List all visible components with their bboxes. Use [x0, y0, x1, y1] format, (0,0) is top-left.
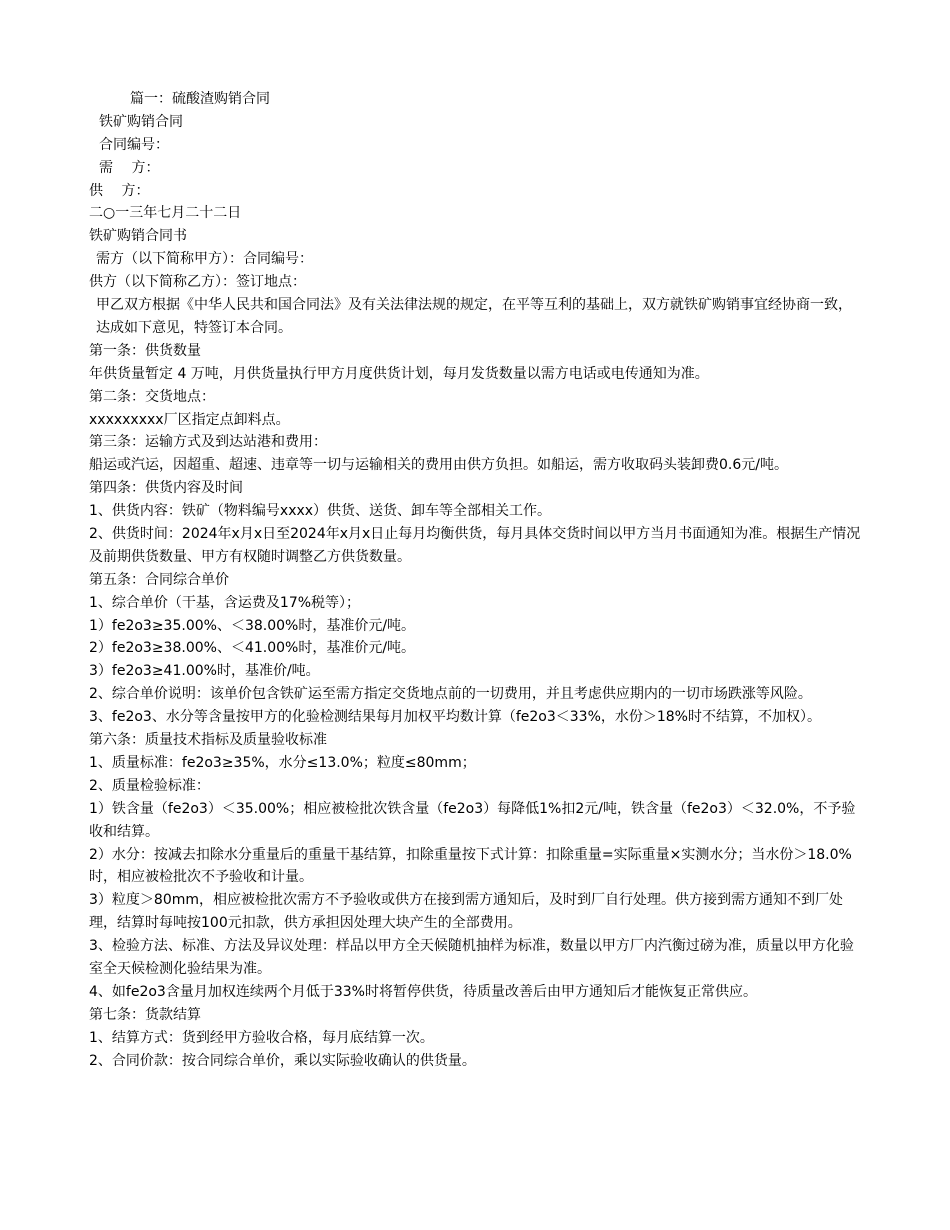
article-5-price-3: 3）fe2o3≥41.00%时，基准价/吨。 — [89, 663, 320, 680]
article-5-price-2: 2）fe2o3≥38.00%、＜41.00%时，基准价元/吨。 — [89, 640, 416, 657]
article-5-heading: 第五条：合同综合单价 — [89, 571, 229, 588]
article-6-item-2: 2、质量检验标准： — [89, 777, 210, 794]
document-page — [89, 88, 864, 1073]
party-a-line: 需方（以下简称甲方）：合同编号： — [96, 251, 313, 268]
article-6-heading: 第六条：质量技术指标及质量验收标准 — [89, 732, 327, 749]
contract-date: 二○一三年七月二十二日 — [89, 205, 242, 222]
buyer-label: 需 方： — [99, 159, 160, 176]
article-4-item-2: 2、供货时间：2024年x月x日至2024年x月x日止每月均衡供货，每月具体交货时间以甲方当月书面通知为准。根据生产情况及前期供货数量、甲方有权随时调整乙方供货数量。 — [89, 525, 861, 565]
article-6-item-1: 1、质量标准：fe2o3≥35%，水分≤13.0%；粒度≤80mm； — [89, 754, 476, 771]
article-6-sub-2: 2）水分：按减去扣除水分重量后的重量干基结算，扣除重量按下式计算：扣除重量=实际重量×实测水分；当水份＞18.0%时，相应被检批次不予验收和计量。 — [89, 846, 852, 886]
article-7-heading: 第七条：货款结算 — [89, 1006, 201, 1023]
article-2-heading: 第二条：交货地点： — [89, 388, 215, 405]
article-6-item-4: 4、如fe2o3含量月加权连续两个月低于33%时将暂停供货，待质量改善后由甲方通知后才能恢复正常供应。 — [89, 983, 757, 1000]
article-5-item-3: 3、fe2o3、水分等含量按甲方的化验检测结果每月加权平均数计算（fe2o3＜33%，水份＞18%时不结算，不加权）。 — [89, 709, 821, 726]
article-3-heading: 第三条：运输方式及到达站港和费用： — [89, 434, 327, 451]
article-7-item-2: 2、合同价款：按合同综合单价，乘以实际验收确认的供货量。 — [89, 1052, 476, 1069]
article-1-heading: 第一条：供货数量 — [89, 342, 201, 359]
preamble-paragraph: 甲乙双方根据《中华人民共和国合同法》及有关法律法规的规定，在平等互利的基础上，双方就铁矿购销事宜经协商一致，达成如下意见，特签订本合同。 — [96, 297, 852, 336]
article-6-sub-3: 3）粒度＞80mm，相应被检批次需方不予验收或供方在接到需方通知后，及时到厂自行处理。供方接到需方通知不到厂处理，结算时每吨按100元扣款，供方承担因处理大块产生的全部费用。 — [89, 892, 843, 932]
article-6-sub-1: 1）铁含量（fe2o3）＜35.00%；相应被检批次铁含量（fe2o3）每降低1%扣2元/吨，铁含量（fe2o3）＜32.0%，不予验收和结算。 — [89, 800, 856, 840]
article-2-text: xxxxxxxxx厂区指定点卸料点。 — [89, 411, 290, 428]
contract-heading: 铁矿购销合同 — [99, 113, 183, 130]
article-7-item-1: 1、结算方式：货到经甲方验收合格，每月底结算一次。 — [89, 1029, 434, 1046]
article-5-item-1: 1、综合单价（干基，含运费及17%税等）； — [89, 594, 361, 611]
contract-book-heading: 铁矿购销合同书 — [89, 228, 187, 245]
article-6-item-3: 3、检验方法、标准、方法及异议处理：样品以甲方全天候随机抽样为标准，数量以甲方厂内汽衡过磅为准，质量以甲方化验室全天候检测化验结果为准。 — [89, 938, 854, 978]
article-4-heading: 第四条：供货内容及时间 — [89, 480, 243, 497]
article-5-price-1: 1）fe2o3≥35.00%、＜38.00%时，基准价元/吨。 — [89, 617, 416, 634]
article-1-text: 年供货量暂定 4 万吨，月供货量执行甲方月度供货计划，每月发货数量以需方电话或电传通知为准。 — [89, 365, 709, 382]
party-b-line: 供方（以下简称乙方）：签订地点： — [89, 274, 306, 291]
supplier-label: 供 方： — [89, 182, 150, 199]
contract-number-label: 合同编号： — [99, 136, 169, 153]
article-5-item-2: 2、综合单价说明：该单价包含铁矿运至需方指定交货地点前的一切费用，并且考虑供应期内的一切市场跌涨等风险。 — [89, 686, 812, 703]
article-3-text: 船运或汽运，因超重、超速、违章等一切与运输相关的费用由供方负担。如船运，需方收取码头装卸费0.6元/吨。 — [89, 457, 788, 474]
article-4-item-1: 1、供货内容：铁矿（物料编号xxxx）供货、送货、卸车等全部相关工作。 — [89, 503, 552, 520]
document-title: 篇一：硫酸渣购销合同 — [130, 91, 270, 107]
